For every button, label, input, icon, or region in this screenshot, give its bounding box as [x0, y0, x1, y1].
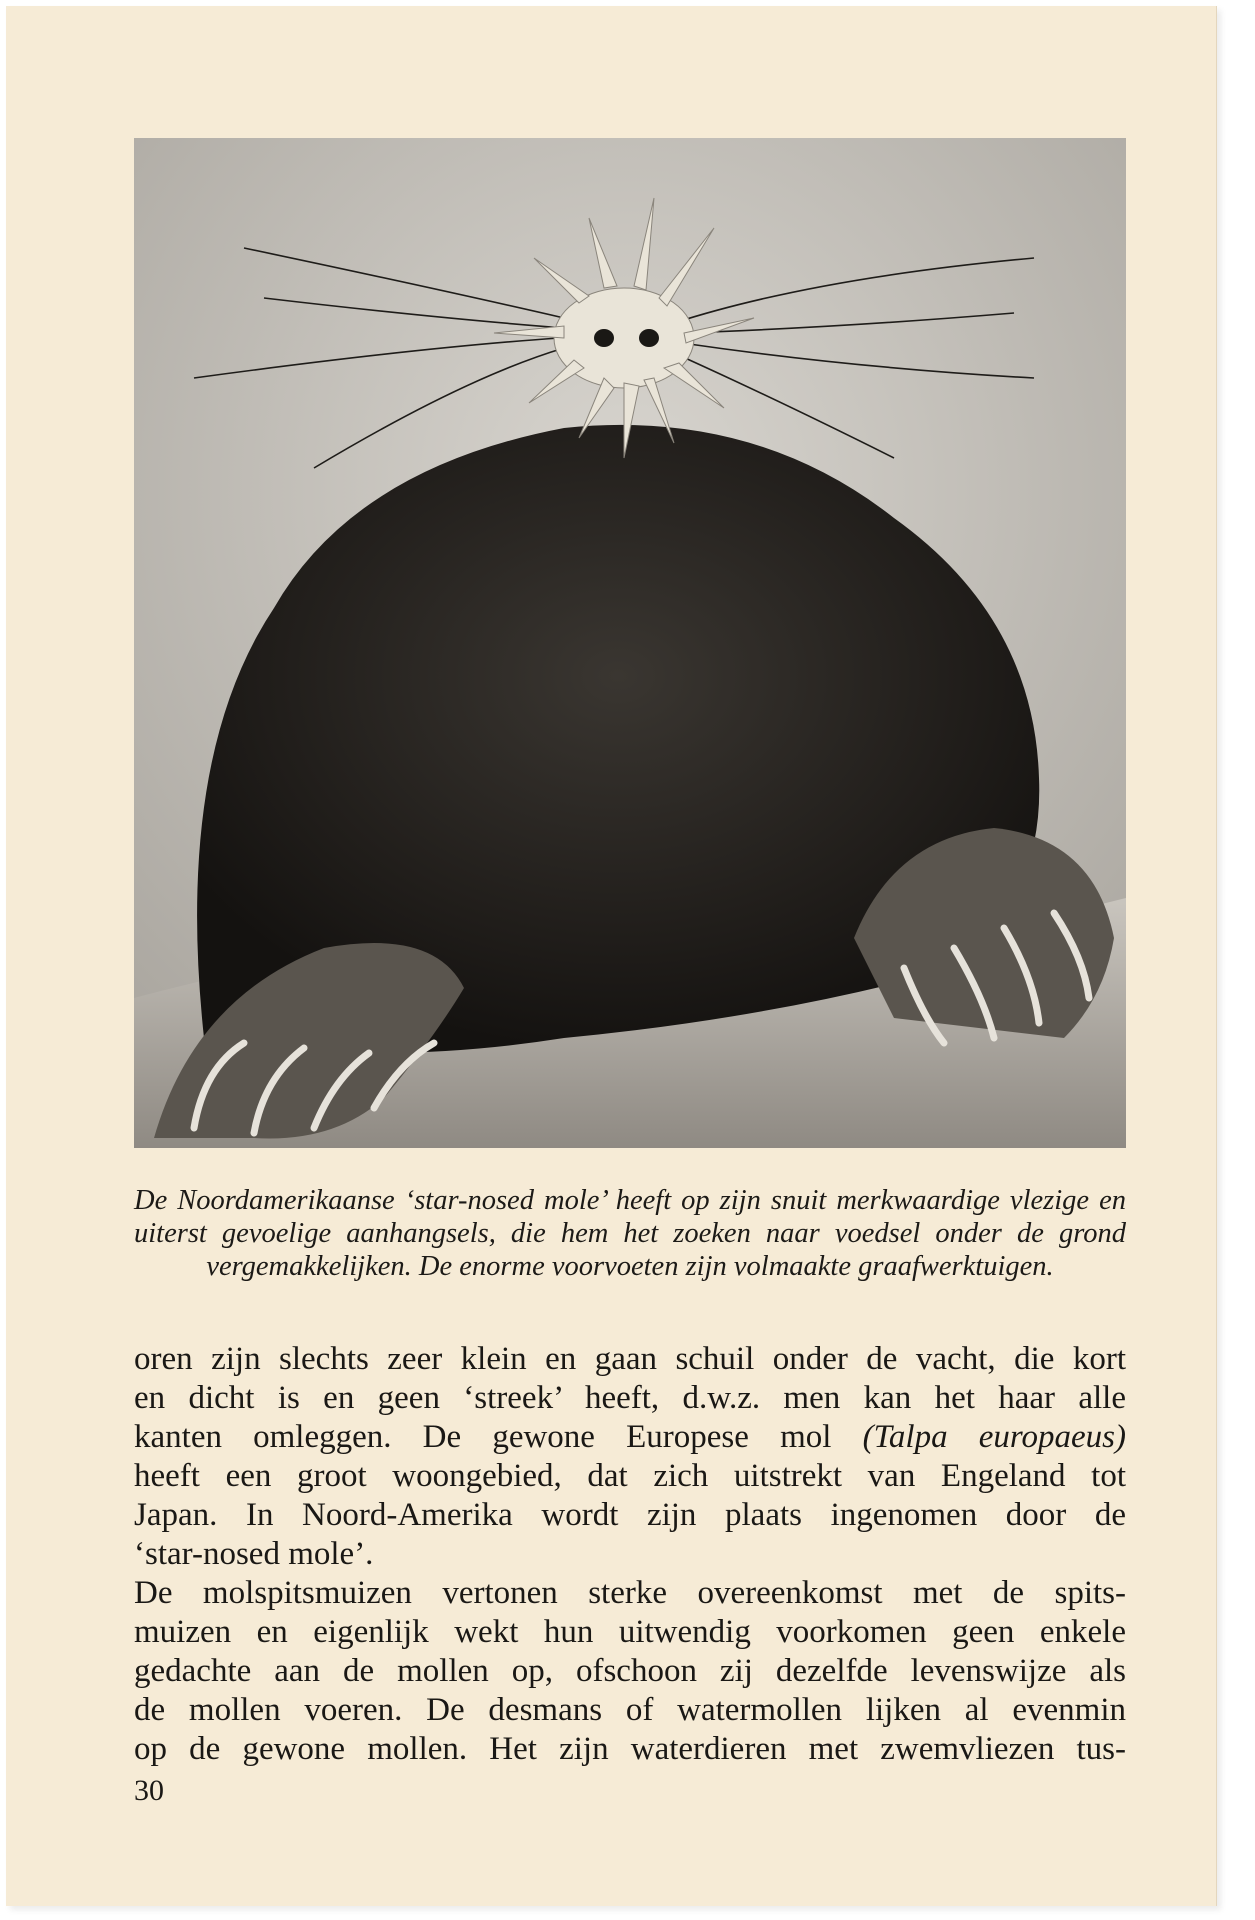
page-number: 30	[134, 1774, 164, 1807]
book-page	[6, 6, 1217, 1906]
text-line: heeft een groot woongebied, dat zich uitstrekt van Engeland tot	[134, 1458, 1126, 1494]
text-line: Japan. In Noord-Amerika wordt zijn plaats ingenomen door de	[134, 1497, 1126, 1533]
text-line: gedachte aan de mollen op, ofschoon zij dezelfde levenswijze als	[134, 1653, 1126, 1689]
text-line: De molspitsmuizen vertonen sterke overeenkomst met de spits-	[134, 1575, 1126, 1611]
text-line: kanten omleggen. De gewone Europese mol (Talpa europaeus)	[134, 1419, 1126, 1455]
paragraph-2	[134, 1574, 1126, 1769]
text-line: de mollen voeren. De desmans of watermollen lijken al evenmin	[134, 1692, 1126, 1728]
text-line: en dicht is en geen ‘streek’ heeft, d.w.z. men kan het haar alle	[134, 1380, 1126, 1416]
body-text	[134, 1340, 1126, 1769]
photo-caption: De Noordamerikaanse ‘star-nosed mole’ heeft op zijn snuit merkwaardige vlezige en uiterst gevoelige aanhangsels, die hem het zoeken naar voedsel onder de grond vergemakkelijken. De enorme voorvoeten zijn volmaakte graafwerktuigen.	[134, 1185, 1126, 1282]
paragraph-1	[134, 1340, 1126, 1574]
text-line: ‘star-nosed mole’.	[134, 1536, 374, 1572]
text-line: op de gewone mollen. Het zijn waterdieren met zwemvliezen tus-	[134, 1731, 1126, 1767]
text-line: muizen en eigenlijk wekt hun uitwendig voorkomen geen enkele	[134, 1614, 1126, 1650]
star-nosed-mole-image	[134, 138, 1126, 1148]
text-line: oren zijn slechts zeer klein en gaan schuil onder de vacht, die kort	[134, 1341, 1126, 1377]
mole-photo	[134, 138, 1126, 1148]
latin-name: (Talpa europaeus)	[862, 1419, 1126, 1455]
